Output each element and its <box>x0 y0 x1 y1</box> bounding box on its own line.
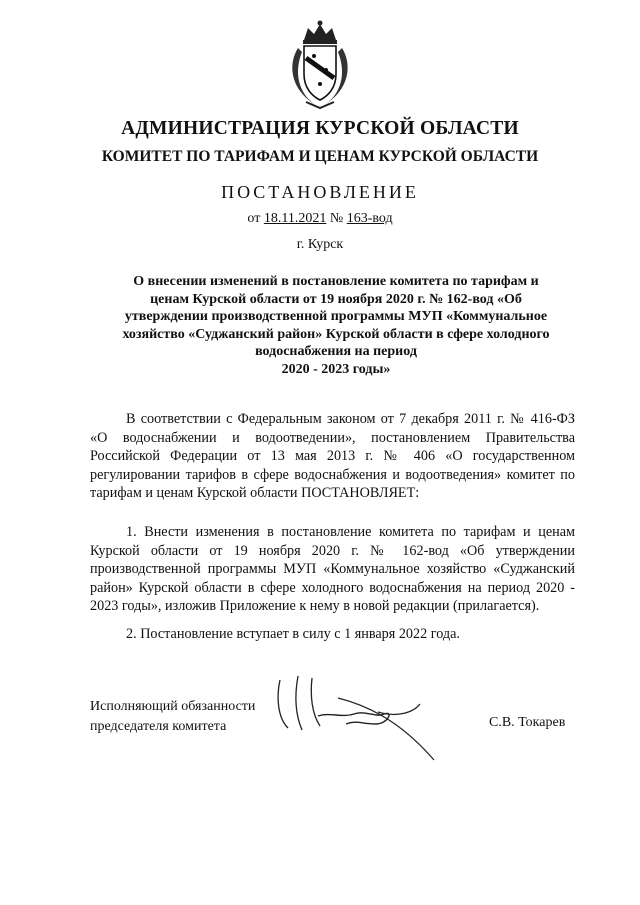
subject-line: хозяйство «Суджанский район» Курской области в сфере холодного <box>122 326 550 342</box>
signer-position <box>90 697 255 737</box>
kursk-coat-of-arms-emblem <box>284 18 356 110</box>
handwritten-signature <box>258 668 458 768</box>
preamble-paragraph: В соответствии с Федеральным законом от 7 декабря 2011 г. № 416-ФЗ «О водоснабжении и водоотведении», постановлением Правительства Российской Федерации от 13 мая 2013 г. № 406 «О государственном регулировании тарифов в сфере водоснабжения и водоотведения» комитет по тарифам и ценам Курской области ПОСТАНОВЛЯЕТ: <box>90 411 575 501</box>
subject-line: 2020 - 2023 годы» <box>281 361 391 377</box>
decree-subject <box>105 273 567 379</box>
decree-number: 163-вод <box>346 211 393 226</box>
date-prefix: от <box>247 211 261 226</box>
subject-line: О внесении изменений в постановление комитета по тарифам и <box>133 274 539 289</box>
signer-name: С.В. Токарев <box>489 715 566 730</box>
resolution-item-1: 1. Внести изменения в постановление комитета по тарифам и ценам Курской области от 19 ноября 2020 г. № 162-вод «Об утверждении производственной программы МУП «Коммунальное хозяйство «Суджанский район» Курской области в сфере холодного водоснабжения на период 2020 - 2023 годы», изложив Приложение к нему в новой редакции (прилагается). <box>90 524 575 614</box>
subject-line: утверждении производственной программы МУП «Коммунальное <box>124 309 548 325</box>
number-prefix: № <box>329 211 344 226</box>
signer-position-line: Исполняющий обязанности <box>90 699 256 714</box>
decree-date: 18.11.2021 <box>263 211 327 226</box>
subject-line: ценам Курской области от 19 ноября 2020 г. № 162-вод «Об <box>150 291 522 307</box>
document-type-heading: ПОСТАНОВЛЕНИЕ <box>221 182 419 202</box>
decree-date-line <box>0 211 640 227</box>
signer-position-line: председателя комитета <box>90 719 227 734</box>
organization-title: АДМИНИСТРАЦИЯ КУРСКОЙ ОБЛАСТИ <box>121 118 519 139</box>
subject-line: водоснабжения на период <box>255 344 417 360</box>
committee-title: КОМИТЕТ ПО ТАРИФАМ И ЦЕНАМ КУРСКОЙ ОБЛАСТИ <box>101 148 539 165</box>
resolution-item-2: 2. Постановление вступает в силу с 1 января 2022 года. <box>126 626 460 642</box>
city-line: г. Курск <box>296 237 344 252</box>
